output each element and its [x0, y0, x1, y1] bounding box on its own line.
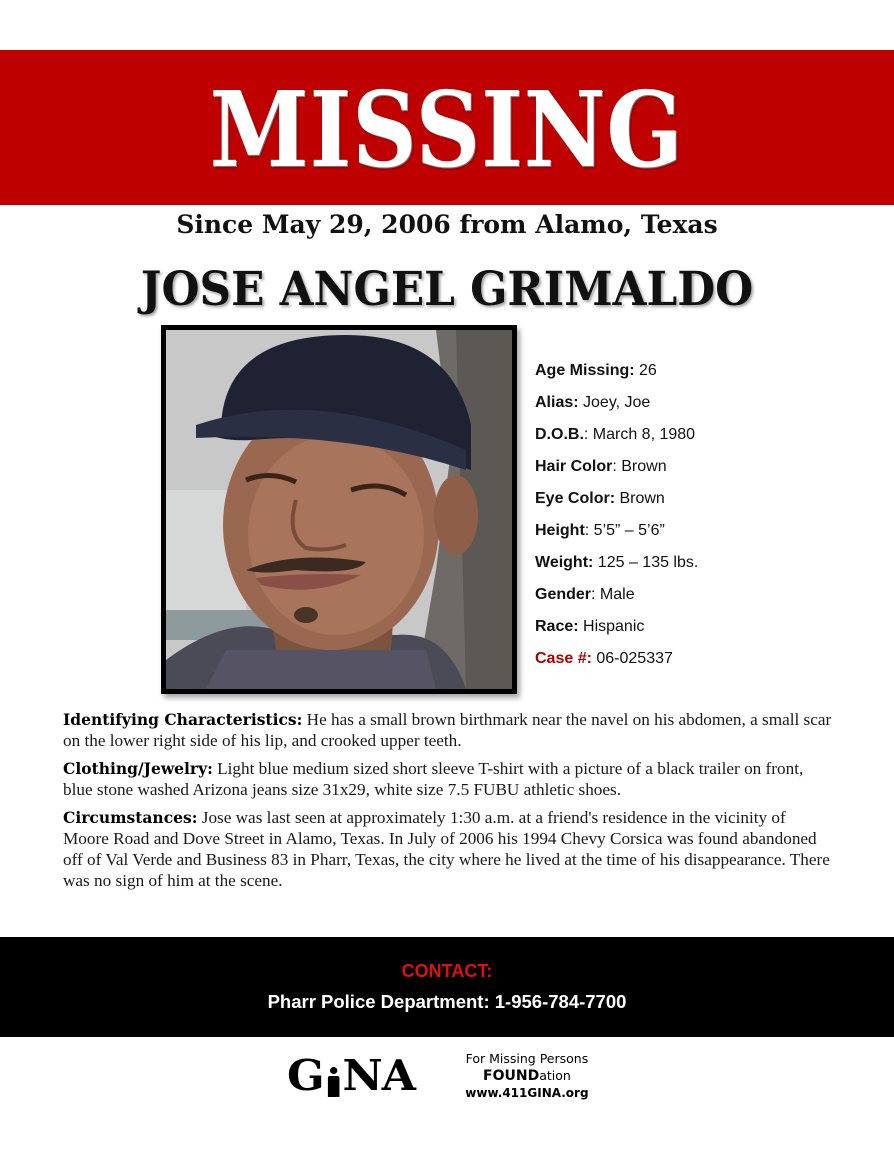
contact-label: CONTACT: — [401, 961, 493, 981]
gina-wordmark — [286, 1051, 415, 1100]
section-text: Jose was last seen at approximately 1:30 a.m. at a friend's residence in the vicinity of Moore Road and Dove Street in Alamo, Texas. In July of 2006 his 1994 Chevy Corsica was found abandoned off of Val Verde and Business 83 in Pharr, Texas, the city where he lived at the time of his disappearance. There was no sign of him at the scene. — [63, 808, 830, 890]
detail-label: Hair Color — [535, 458, 613, 475]
identifying-characteristics — [63, 709, 833, 751]
detail-label: Age Missing: — [535, 362, 635, 379]
section-text: He has a small brown birthmark near the navel on his abdomen, a small scar on the lower right side of his lip, and crooked upper teeth. — [63, 710, 832, 750]
section-label: Clothing/Jewelry: — [63, 759, 213, 778]
photo-illustration — [166, 330, 512, 689]
missing-banner — [0, 50, 894, 205]
detail-label: Eye Color: — [535, 490, 616, 507]
logo-text — [424, 1050, 630, 1102]
detail-gender — [535, 584, 875, 616]
detail-value: : Male — [591, 586, 635, 603]
detail-race — [535, 616, 875, 648]
detail-value: Joey, Joe — [578, 394, 651, 411]
detail-value: 06-025337 — [591, 650, 673, 667]
detail-alias — [535, 392, 875, 424]
person-photo — [161, 325, 517, 694]
banner-title: MISSING — [209, 67, 685, 191]
contact-bar — [0, 937, 894, 1037]
section-label: Circumstances: — [63, 808, 198, 827]
section-label: Identifying Characteristics: — [63, 710, 303, 729]
detail-weight — [535, 552, 875, 584]
detail-value: : Brown — [612, 458, 667, 475]
logo-letters-na: NA — [342, 1051, 415, 1100]
case-description — [63, 709, 833, 898]
foundation-url[interactable]: www.411GINA.org — [465, 1086, 589, 1100]
detail-case-number — [535, 648, 875, 680]
detail-label: Weight: — [535, 554, 594, 571]
circumstances — [63, 807, 833, 891]
detail-eye-color — [535, 488, 875, 520]
clothing-jewelry — [63, 758, 833, 800]
detail-label: Case #: — [535, 650, 592, 667]
person-details — [535, 360, 875, 680]
detail-label: Race: — [535, 618, 579, 635]
detail-value: Hispanic — [578, 618, 645, 635]
section-text: Light blue medium sized short sleeve T-shirt with a picture of a black trailer on front, blue stone washed Arizona jeans size 31x29, white size 7.5 FUBU athletic shoes. — [63, 759, 804, 799]
contact-phone[interactable]: Pharr Police Department: 1-956-784-7700 — [267, 991, 627, 1012]
detail-hair-color — [535, 456, 875, 488]
detail-value: 26 — [634, 362, 657, 379]
detail-label: Height — [535, 522, 585, 539]
logo-tagline: For Missing Persons FOUNDation — [465, 1051, 589, 1084]
detail-label: Alias: — [535, 394, 579, 411]
detail-value: 125 – 135 lbs. — [593, 554, 699, 571]
person-figure-icon — [326, 1067, 341, 1097]
person-name: JOSE ANGEL GRIMALDO — [140, 262, 754, 317]
logo-letter-g: G — [286, 1051, 324, 1100]
detail-age-missing — [535, 360, 875, 392]
detail-value: : March 8, 1980 — [583, 426, 696, 443]
missing-since-subtitle: Since May 29, 2006 from Alamo, Texas — [176, 210, 718, 239]
detail-height — [535, 520, 875, 552]
gina-foundation-logo — [286, 1051, 630, 1100]
detail-label: Gender — [535, 586, 592, 603]
detail-value: Brown — [615, 490, 665, 507]
detail-dob — [535, 424, 875, 456]
detail-value: : 5’5” – 5’6” — [584, 522, 665, 539]
detail-label: D.O.B. — [535, 426, 584, 443]
